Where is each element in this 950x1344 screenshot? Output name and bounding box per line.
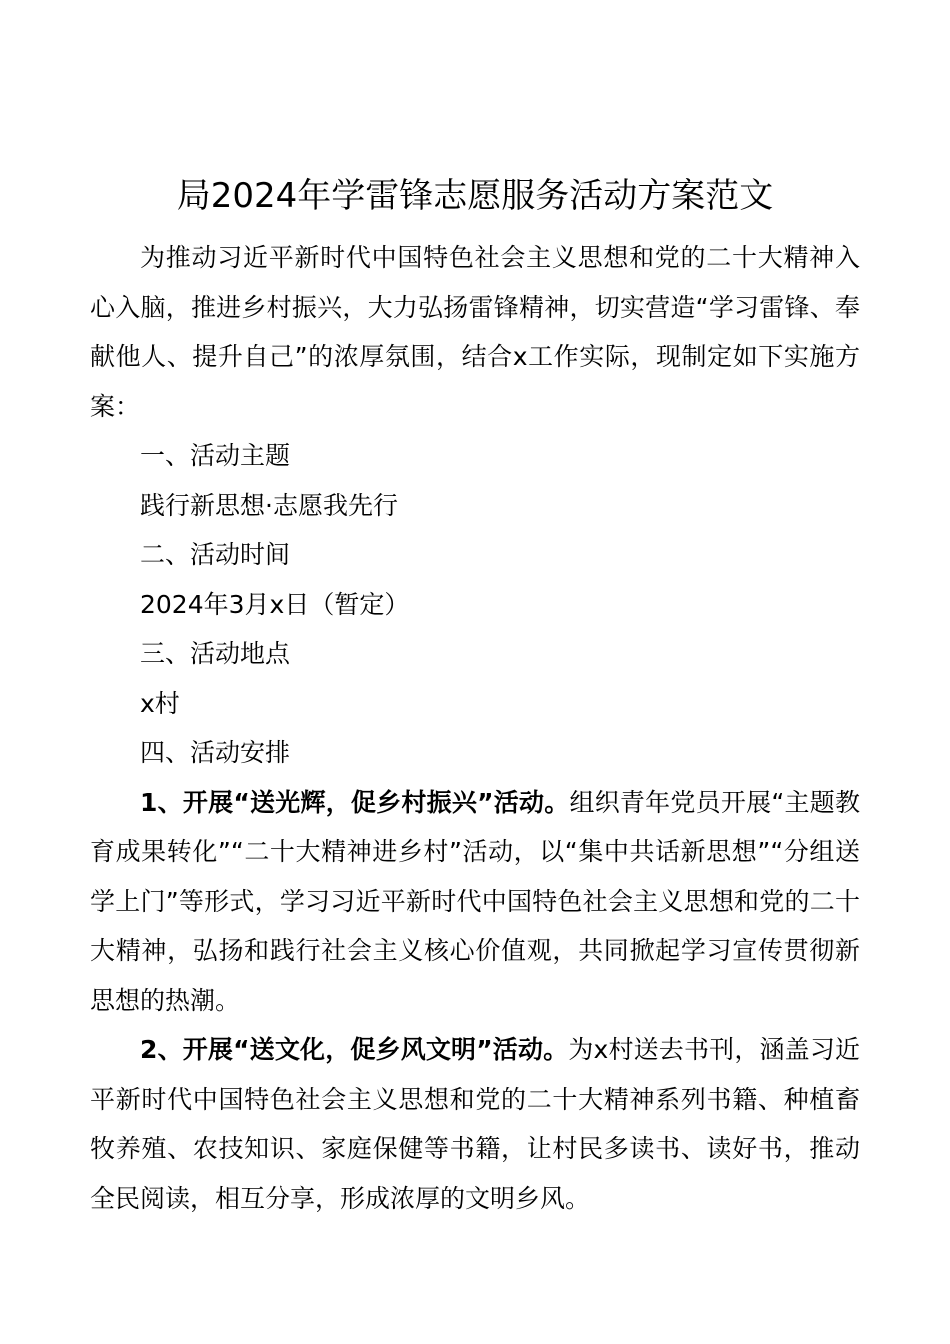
- section-heading-arrangement: 四、活动安排: [140, 738, 291, 767]
- document-body: [90, 233, 860, 1223]
- arrangement-item-text: 组织青年党员开展“主题教育成果转化”“二十大精神进乡村”活动，以“集中共话新思想”“分组送学上门”等形式，学习习近平新时代中国特色社会主义思想和党的二十大精神，弘扬和践行社会主义核心价值观，共同掀起学习宣传贯彻新思想的热潮。: [90, 787, 860, 1015]
- arrangement-item: [90, 778, 860, 1026]
- section-heading-theme: 一、活动主题: [140, 441, 291, 470]
- document-title: 局2024年学雷锋志愿服务活动方案范文: [176, 176, 774, 216]
- section-content-location: x村: [140, 688, 180, 718]
- section-content-time: 2024年3月x日（暂定）: [140, 589, 410, 619]
- intro-paragraph: 为推动习近平新时代中国特色社会主义思想和党的二十大精神入心入脑，推进乡村振兴，大力弘扬雷锋精神，切实营造“学习雷锋、奉献他人、提升自己”的浓厚氛围，结合x工作实际，现制定如下实施方案：: [90, 243, 860, 421]
- section-heading-time: 二、活动时间: [140, 540, 291, 569]
- arrangement-item-lead: 1、开展“送光辉，促乡村振兴”活动。: [140, 787, 570, 817]
- arrangement-item-text: 为x村送去书刊，涵盖习近平新时代中国特色社会主义思想和党的二十大精神系列书籍、种植畜牧养殖、农技知识、家庭保健等书籍，让村民多读书、读好书，推动全民阅读，相互分享，形成浓厚的文明乡风。: [90, 1035, 860, 1213]
- section-heading-location: 三、活动地点: [140, 639, 291, 668]
- section-content-theme: 践行新思想·志愿我先行: [140, 490, 398, 520]
- arrangement-item-lead: 2、开展“送文化，促乡风文明”活动。: [140, 1035, 569, 1064]
- arrangement-item: [90, 1025, 860, 1223]
